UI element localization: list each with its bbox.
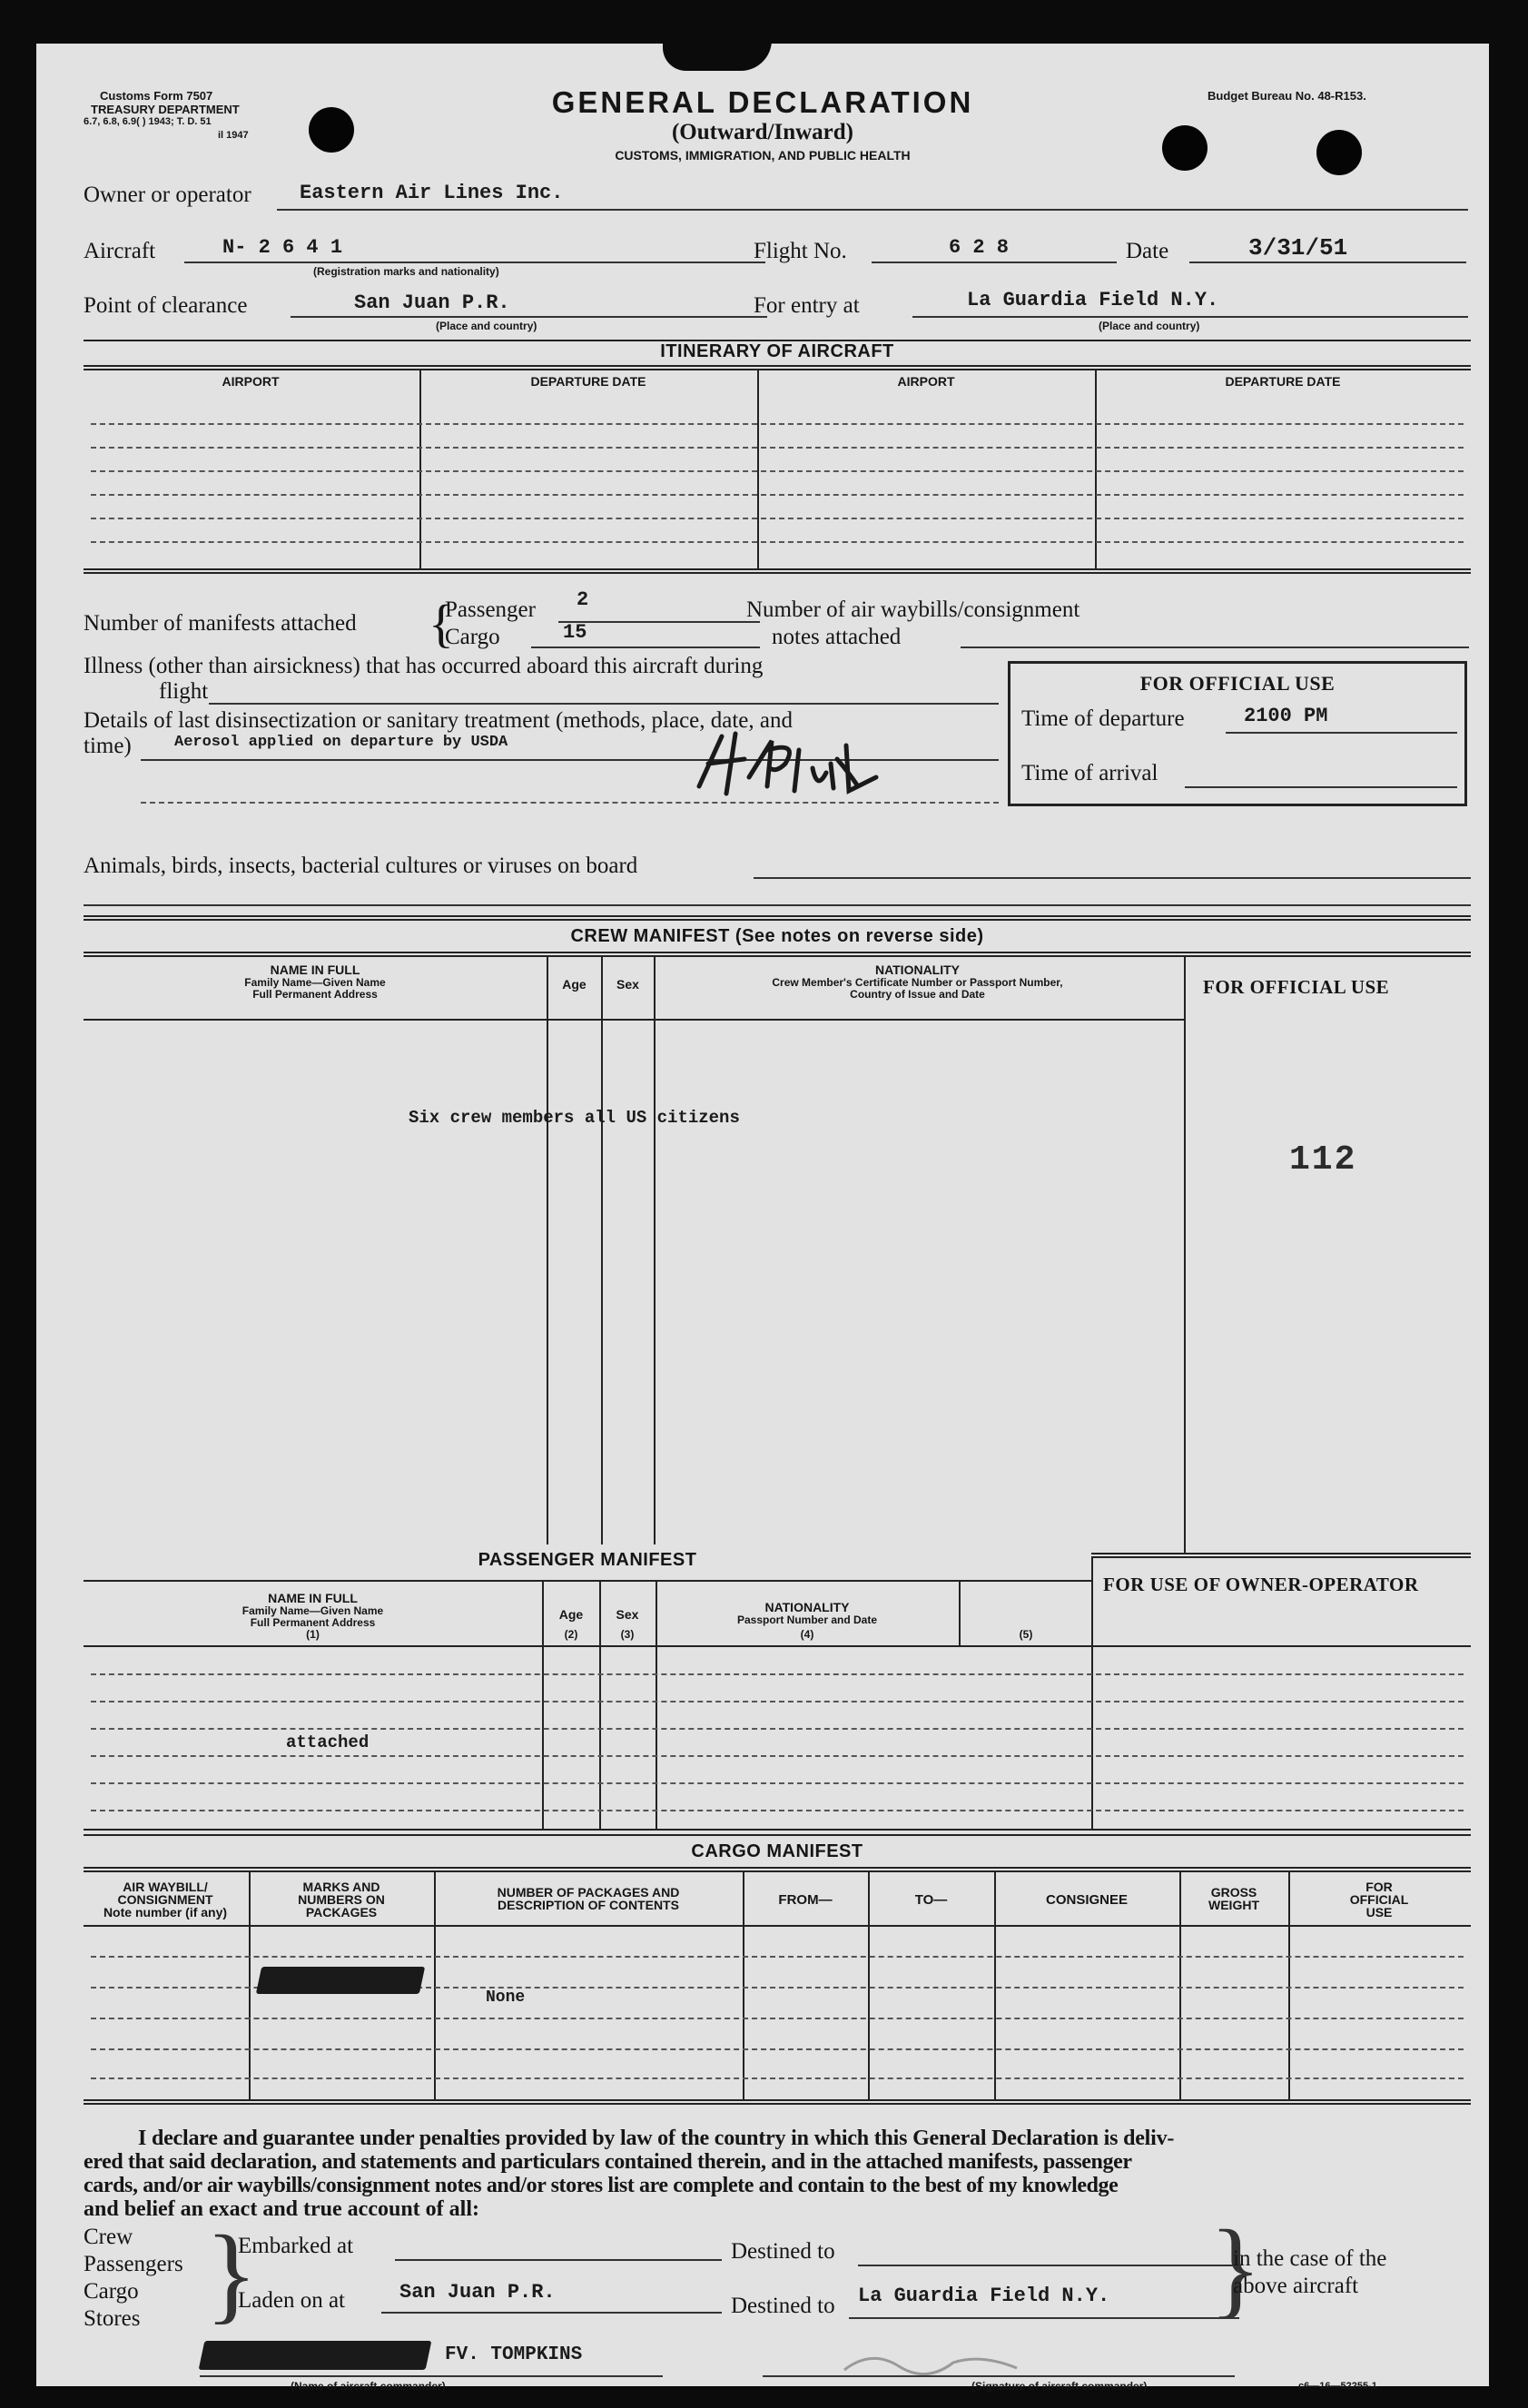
itinerary-row-line	[91, 423, 1464, 425]
passenger-row-line	[91, 1728, 1464, 1730]
passenger-head-rule	[84, 1580, 1091, 1582]
cargo-col-weight-2: WEIGHT	[1208, 1898, 1259, 1912]
cargo-bottom-rule	[84, 2099, 1471, 2101]
crew-top-rule	[84, 919, 1471, 921]
cargo-label: Cargo	[445, 625, 500, 649]
itinerary-row-line	[91, 447, 1464, 449]
passenger-column-head-rule	[84, 1645, 1471, 1647]
entry-value: La Guardia Field N.Y.	[967, 289, 1219, 311]
cargo-divider	[868, 1870, 870, 2101]
declaration-brace-right: }	[1209, 2207, 1262, 2328]
cargo-row-line	[91, 1956, 1464, 1958]
declaration-brace-left: }	[205, 2213, 258, 2334]
animals-label: Animals, birds, insects, bacterial cultures or viruses on board	[84, 854, 638, 878]
crew-divider	[547, 955, 548, 1554]
passenger-nationality-head: NATIONALITY	[764, 1600, 850, 1614]
crew-official-head: FOR OFFICIAL USE	[1203, 976, 1390, 998]
passenger-col-number-1: (1)	[306, 1628, 320, 1641]
passenger-entry: attached	[286, 1732, 370, 1752]
departure-time-label: Time of departure	[1021, 706, 1185, 731]
waybills-line	[961, 646, 1469, 648]
passenger-row-line	[91, 1673, 1464, 1675]
cargo-col-waybill-2: CONSIGNMENT	[117, 1892, 213, 1907]
passenger-col-number-4: (4)	[800, 1628, 814, 1641]
declaration-crew: Crew	[84, 2225, 133, 2249]
itinerary-rule	[84, 369, 1471, 370]
cargo-row-line	[91, 2048, 1464, 2050]
illness-line	[209, 703, 999, 705]
crew-entry: Six crew members all US citizens	[409, 1108, 740, 1128]
crew-divider	[601, 955, 603, 1554]
torn-edge	[663, 40, 772, 71]
crew-nationality-head-3: Country of Issue and Date	[850, 988, 985, 1001]
crew-divider	[1184, 955, 1186, 1554]
cargo-row-line	[91, 2077, 1464, 2079]
cargo-divider	[1288, 1870, 1290, 2101]
entry-label: For entry at	[754, 293, 860, 318]
owner-line	[277, 209, 1468, 211]
itinerary-bottom-rule	[84, 568, 1471, 570]
aircraft-value: N- 2 6 4 1	[222, 236, 343, 259]
place-caption-entry: (Place and country)	[1099, 320, 1200, 332]
cargo-head-rule	[84, 1870, 1471, 1872]
crew-nationality-head-2: Crew Member's Certificate Number or Passport Number,	[772, 976, 1063, 989]
cargo-line	[531, 646, 760, 648]
itinerary-row-line	[91, 541, 1464, 543]
cargo-col-marks: MARKS AND	[302, 1880, 380, 1894]
crew-head-rule	[84, 955, 1471, 957]
declaration-stores: Stores	[84, 2306, 141, 2331]
crew-nationality-head: NATIONALITY	[874, 962, 961, 977]
arrival-time-line	[1185, 786, 1457, 788]
form-date: il 1947	[218, 130, 249, 141]
itinerary-divider	[1095, 369, 1097, 570]
destined-line-2	[849, 2317, 1239, 2319]
disinsect-label-2: time)	[84, 734, 132, 758]
cargo-entry: None	[486, 1989, 526, 2007]
laden-value: San Juan P.R.	[399, 2281, 556, 2304]
print-code: c6—16—52255-1	[1298, 2381, 1377, 2392]
itinerary-title: ITINERARY OF AIRCRAFT	[660, 341, 894, 361]
registration-caption: (Registration marks and nationality)	[313, 265, 499, 278]
cargo-col-marks-3: PACKAGES	[305, 1905, 378, 1919]
disinsect-label: Details of last disinsectization or sanitary treatment (methods, place, date, and	[84, 708, 793, 733]
passenger-row-line	[91, 1782, 1464, 1784]
form-subtitle: (Outward/Inward)	[671, 120, 853, 144]
passenger-col-number-2: (2)	[564, 1628, 578, 1641]
passenger-title: PASSENGER MANIFEST	[84, 1544, 1091, 1576]
entry-line	[912, 316, 1468, 318]
passenger-name-head: NAME IN FULL	[268, 1591, 358, 1605]
itinerary-rule	[84, 365, 1471, 367]
laden-label: Laden on at	[238, 2288, 346, 2313]
cargo-col-official: FOR	[1365, 1880, 1393, 1894]
cargo-col-description: NUMBER OF PACKAGES AND	[497, 1885, 680, 1900]
departure-time-line	[1226, 732, 1457, 734]
crew-age-head: Age	[562, 977, 587, 992]
commander-name-line	[200, 2375, 663, 2377]
flight-value: 6 2 8	[949, 236, 1010, 259]
cargo-bottom-rule	[84, 2103, 1471, 2105]
cargo-title: CARGO MANIFEST	[691, 1841, 863, 1861]
aircraft-line	[184, 262, 765, 263]
declaration-form	[36, 44, 1489, 2393]
itinerary-row-line	[91, 518, 1464, 519]
inspector-signature	[681, 723, 917, 804]
clearance-value: San Juan P.R.	[354, 291, 510, 314]
cargo-divider	[994, 1870, 996, 2101]
cargo-col-from: FROM—	[778, 1892, 833, 1908]
laden-line	[381, 2312, 722, 2314]
cargo-col-weight: GROSS	[1210, 1885, 1257, 1900]
passenger-name-head-2: Family Name—Given Name	[242, 1604, 384, 1617]
punch-hole	[1316, 130, 1362, 175]
itinerary-col-airport: AIRPORT	[222, 374, 280, 389]
declaration-line-1: I declare and guarantee under penalties provided by law of the country in which this General Declaration is deliv-	[138, 2127, 1175, 2150]
crew-divider	[654, 955, 656, 1554]
passenger-divider	[656, 1580, 657, 1831]
budget-number: Budget Bureau No. 48-R153.	[1208, 89, 1366, 103]
arrival-time-label: Time of arrival	[1021, 761, 1158, 785]
itinerary-row-line	[91, 470, 1464, 472]
aircraft-label: Aircraft	[84, 239, 156, 263]
passenger-col-number-3: (3)	[620, 1628, 635, 1641]
cargo-divider	[434, 1870, 436, 2101]
crew-sex-head: Sex	[616, 977, 639, 992]
cargo-col-description-2: DESCRIPTION OF CONTENTS	[498, 1898, 679, 1912]
passenger-count: 2	[577, 588, 589, 611]
crew-column-head-rule	[84, 1019, 1184, 1021]
flight-label: Flight No.	[754, 239, 847, 263]
declaration-passengers: Passengers	[84, 2252, 183, 2276]
clearance-line	[291, 316, 767, 318]
cargo-column-head-rule	[84, 1925, 1471, 1927]
date-value: 3/31/51	[1248, 234, 1348, 262]
manifests-brace: {	[429, 594, 454, 653]
passenger-col-number-5: (5)	[1019, 1628, 1033, 1641]
cargo-row-line	[91, 2018, 1464, 2019]
itinerary-col-departure: DEPARTURE DATE	[530, 374, 646, 389]
case-label: in the case of the	[1233, 2246, 1387, 2271]
waybills-label-2: notes attached	[772, 625, 902, 649]
disinsect-value: Aerosol applied on departure by USDA	[174, 734, 508, 751]
owner-label: Owner or operator	[84, 183, 251, 207]
waybills-label: Number of air waybills/consignment	[746, 597, 1080, 622]
illness-label-2: flight	[159, 679, 209, 704]
official-use-title: FOR OFFICIAL USE	[1139, 672, 1336, 695]
crew-name-head-2: Family Name—Given Name	[244, 976, 386, 989]
destined-label: Destined to	[731, 2239, 835, 2264]
clearance-label: Point of clearance	[84, 293, 248, 318]
punch-hole	[309, 107, 354, 153]
date-line	[1189, 262, 1466, 263]
regs: 6.7, 6.8, 6.9( ) 1943; T. D. 51	[84, 116, 212, 127]
passenger-nationality-head-2: Passport Number and Date	[736, 1614, 878, 1626]
owner-value: Eastern Air Lines Inc.	[300, 182, 564, 204]
cargo-col-consignee: CONSIGNEE	[1045, 1892, 1128, 1908]
passenger-row-line	[91, 1701, 1464, 1702]
itinerary-col-departure-2: DEPARTURE DATE	[1225, 374, 1341, 389]
itinerary-bottom-rule	[84, 572, 1471, 574]
embarked-label: Embarked at	[238, 2234, 354, 2258]
declaration-line-3: cards, and/or air waybills/consignment notes and/or stores list are complete and contain to the best of my knowledge	[84, 2174, 1119, 2197]
passenger-bottom-rule	[84, 1829, 1471, 1831]
crew-name-head-3: Full Permanent Address	[252, 988, 378, 1001]
place-caption: (Place and country)	[436, 320, 537, 332]
passenger-row-line	[91, 1810, 1464, 1811]
cargo-col-to: TO—	[914, 1892, 948, 1908]
illness-label: Illness (other than airsickness) that has occurred aboard this aircraft during	[84, 654, 764, 678]
embarked-line	[395, 2259, 722, 2261]
commander-signature	[835, 2344, 1053, 2377]
case-label-2: above aircraft	[1233, 2274, 1359, 2298]
crew-top-rule	[84, 915, 1471, 917]
crew-title: CREW MANIFEST (See notes on reverse side)	[570, 926, 984, 946]
passenger-line	[558, 621, 760, 623]
animals-line-2	[84, 904, 1471, 906]
animals-line	[754, 877, 1471, 879]
declaration-line-2: ered that said declaration, and statements and particulars contained therein, and in the attached manifests, passenger	[84, 2150, 1132, 2174]
signature-line	[763, 2375, 1235, 2377]
passenger-divider	[959, 1580, 961, 1645]
cargo-col-marks-2: NUMBERS ON	[298, 1892, 385, 1907]
redaction-mark	[256, 1967, 425, 1994]
cargo-top-rule	[84, 1834, 1471, 1836]
itinerary-divider	[757, 369, 759, 570]
itinerary-divider	[419, 369, 421, 570]
flight-line	[872, 262, 1117, 263]
crew-name-head: NAME IN FULL	[270, 962, 360, 977]
declaration-line-4: and belief an exact and true account of all:	[84, 2197, 479, 2221]
destined-label-2: Destined to	[731, 2294, 835, 2318]
date-label: Date	[1126, 239, 1169, 263]
declaration-cargo: Cargo	[84, 2279, 139, 2304]
cargo-divider	[249, 1870, 251, 2101]
passenger-divider	[1091, 1556, 1093, 1831]
passenger-sex-head: Sex	[616, 1607, 639, 1622]
cargo-head-rule	[84, 1867, 1471, 1869]
passenger-divider	[599, 1580, 601, 1831]
manifests-label: Number of manifests attached	[84, 611, 357, 636]
itinerary-col-airport-2: AIRPORT	[897, 374, 955, 389]
cargo-col-waybill: AIR WAYBILL/	[123, 1880, 208, 1894]
destined-value: La Guardia Field N.Y.	[858, 2285, 1110, 2307]
cargo-divider	[743, 1870, 744, 2101]
cargo-col-official-2: OFFICIAL	[1349, 1892, 1409, 1907]
crew-stamp: 112	[1289, 1140, 1357, 1179]
faint-line	[141, 802, 999, 804]
form-agencies: CUSTOMS, IMMIGRATION, AND PUBLIC HEALTH	[615, 148, 911, 163]
departure-time-value: 2100 PM	[1244, 705, 1328, 727]
passenger-age-head: Age	[558, 1607, 584, 1622]
passenger-row-line	[91, 1755, 1464, 1757]
cargo-col-waybill-3: Note number (if any)	[103, 1905, 228, 1919]
itinerary-row-line	[91, 494, 1464, 496]
passenger-owner-head: FOR USE OF OWNER-OPERATOR	[1103, 1574, 1419, 1595]
cargo-divider	[1179, 1870, 1181, 2101]
passenger-name-head-3: Full Permanent Address	[250, 1616, 376, 1629]
passenger-divider	[542, 1580, 544, 1831]
redaction-mark	[199, 2341, 432, 2370]
punch-hole	[1162, 125, 1208, 171]
passenger-label: Passenger	[445, 597, 536, 622]
cargo-col-official-3: USE	[1365, 1905, 1393, 1919]
commander-name: FV. TOMPKINS	[445, 2344, 583, 2365]
form-title: GENERAL DECLARATION	[551, 85, 974, 119]
form-id: Customs Form 7507	[100, 89, 213, 103]
commander-name-caption: (Name of aircraft commander)	[291, 2380, 446, 2393]
crew-head-rule	[84, 952, 1471, 953]
signature-caption: (Signature of aircraft commander)	[971, 2380, 1148, 2393]
cargo-count: 15	[563, 621, 587, 644]
destined-line	[858, 2265, 1239, 2266]
department: TREASURY DEPARTMENT	[91, 103, 240, 116]
